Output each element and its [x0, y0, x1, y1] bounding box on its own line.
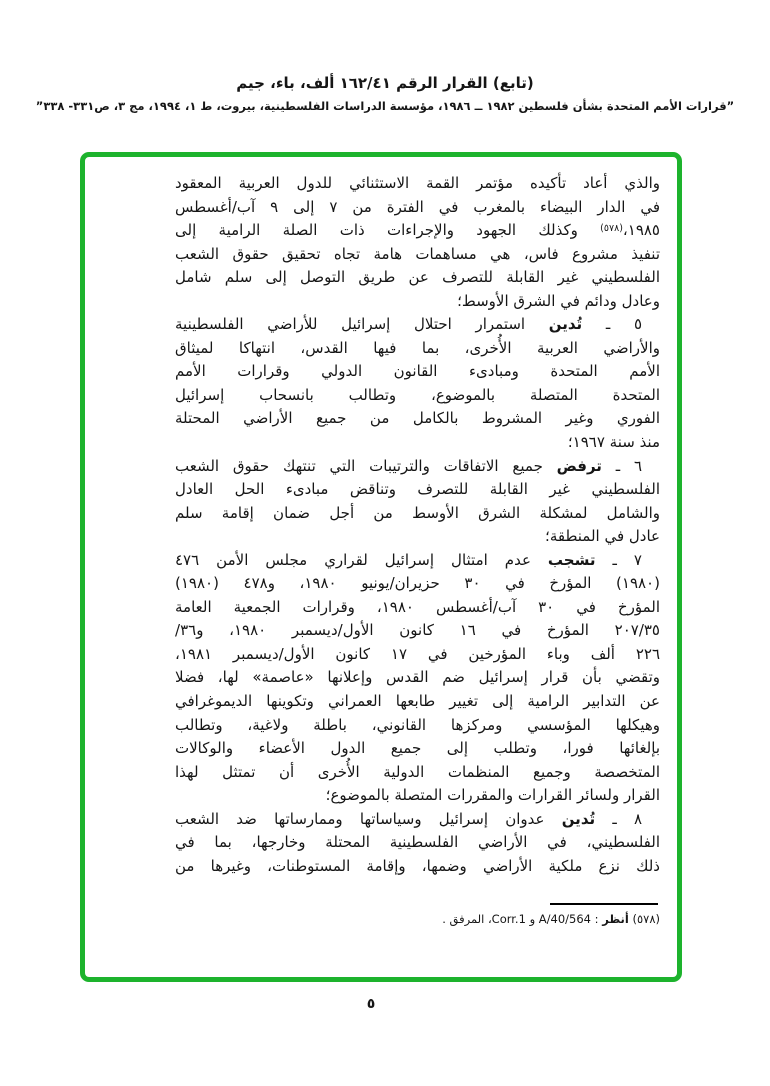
- text-line: [175, 172, 660, 196]
- text-line: [175, 455, 660, 479]
- text-line: [175, 643, 660, 667]
- text-run: ذلك نزع ملكية الأراضي وضمها، وإقامة المستوطنات، وغيرها من: [175, 856, 660, 875]
- text-line: [175, 761, 660, 785]
- resolution-title: (تابع) القرار الرقم ١٦٢/٤١ ألف، باء، جيم: [236, 74, 534, 92]
- text-run: استمرار احتلال إسرائيل للأراضي الفلسطينية: [175, 315, 549, 334]
- text-run: عدم امتثال إسرائيل لقراري مجلس الأمن ٤٧٦: [175, 550, 548, 569]
- text-line: [175, 478, 660, 502]
- text-line: [175, 360, 660, 384]
- text-run: المؤرخ في ٣٠ آب/أغسطس ١٩٨٠، وقرارات الجمعية العامة: [175, 597, 660, 616]
- text-line: [175, 266, 660, 290]
- text-run: المتحدة المتصلة بالموضوع، وتطالب بانسحاب إسرائيل: [175, 385, 660, 404]
- text-run: ٢٢٦ ألف وباء المؤرخين في ١٧ كانون الأول/ديسمبر ١٩٨١،: [175, 644, 660, 663]
- text-run: والشامل لمشكلة الشرق الأوسط من أجل ضمان إقامة سلم: [175, 503, 660, 522]
- text-run: وتقضي بأن قرار إسرائيل ضم القدس وإعلانها «عاصمة» لها، فضلا: [175, 668, 660, 687]
- text-line: [175, 313, 660, 337]
- footnote-ref: (٥٧٨): [600, 223, 623, 235]
- text-run: وكذلك الجهود والإجراءات ذات الصلة الرامية إلى: [175, 221, 601, 240]
- text-run: أنظر: [602, 912, 629, 926]
- text-run: عن التدابير الرامية إلى تغيير طابعها العمراني وتكوينها الديموغرافي: [175, 692, 660, 711]
- resolution-text: [175, 172, 660, 878]
- text-run: جميع الاتفاقات والترتيبات التي تنتهك حقوق الشعب: [175, 456, 557, 475]
- text-run: ٨ ـ: [595, 809, 642, 828]
- page-number: ٥: [366, 996, 376, 1012]
- text-line: [175, 337, 660, 361]
- text-run: بإلغائها فورا، وتطلب إلى جميع الدول الأعضاء والوكالات: [175, 739, 660, 758]
- text-run: تُدين: [548, 315, 583, 334]
- text-line: [175, 666, 660, 690]
- text-line: [175, 714, 660, 738]
- text-run: تشجب: [547, 550, 596, 569]
- text-line: [175, 831, 660, 855]
- text-line: [175, 549, 660, 573]
- text-line: [175, 243, 660, 267]
- text-run: ٥ ـ: [582, 315, 642, 334]
- text-run: والذي أعاد تأكيده مؤتمر القمة الاستثنائي للدول العربية المعقود: [175, 174, 660, 192]
- text-line: [175, 737, 660, 761]
- text-line: [175, 502, 660, 526]
- text-run: وهيكلها المؤسسي ومركزها القانوني، باطلة ولاغية، وتطالب: [175, 715, 660, 734]
- text-run: ٧ ـ: [595, 550, 642, 569]
- text-run: (٥٧٨): [628, 912, 660, 926]
- text-line: [175, 219, 660, 243]
- text-line: [175, 407, 660, 431]
- text-line: [175, 384, 660, 408]
- text-run: تنفيذ مشروع فاس، هي مساهمات هامة تجاه تحقيق حقوق الشعب: [175, 244, 660, 263]
- text-line: [175, 525, 660, 549]
- text-run: ٦ ـ: [601, 456, 642, 475]
- text-line: [175, 690, 660, 714]
- text-line: [175, 431, 660, 455]
- text-run: ٢٠٧/٣٥ المؤرخ في ١٦ كانون الأول/ديسمبر ١٩٨٠، و٣٦/: [175, 621, 660, 640]
- text-run: (١٩٨٠) المؤرخ في ٣٠ حزيران/يونيو ١٩٨٠، و٤٧٨ (١٩٨٠): [175, 574, 660, 593]
- source-citation: ”قرارات الأمم المتحدة بشأن فلسطين ١٩٨٢ ــ ١٩٨٦، مؤسسة الدراسات الفلسطينية، بيروت، ط ١، ١٩٩٤، مج ٣، ص٣٣١- ٣٣٨”: [35, 99, 735, 113]
- text-run: وعادل ودائم في الشرق الأوسط؛: [457, 291, 660, 310]
- page-header: [0, 74, 770, 113]
- text-run: الفلسطيني غير القابلة للتصرف وتناقض مبادىء الحل العادل: [175, 480, 660, 499]
- footnote: [175, 911, 660, 927]
- text-run: والأراضي العربية الأُخرى، بما فيها القدس، انتهاكا لميثاق: [175, 338, 660, 357]
- text-line: [175, 855, 660, 879]
- text-run: القرار ولسائر القرارات والمقررات المتصلة بالموضوع؛: [325, 786, 660, 805]
- text-line: [175, 784, 660, 808]
- text-run: : A/40/564 و Corr.1، المرفق .: [442, 912, 603, 926]
- text-run: تُدين: [561, 809, 596, 828]
- text-run: الفلسطيني، في الأراضي الفلسطينية المحتلة وخارجها، بما في: [175, 833, 660, 852]
- text-run: ١٩٨٥،: [622, 221, 660, 240]
- text-line: [175, 572, 660, 596]
- text-line: [175, 619, 660, 643]
- text-run: الفلسطيني غير القابلة للتصرف عن طريق التوصل إلى سلم شامل: [175, 268, 660, 287]
- footnote-separator: [550, 903, 658, 905]
- text-run: ترفض: [556, 456, 602, 475]
- text-run: الفوري وغير المشروط بالكامل من جميع الأراضي المحتلة: [175, 409, 660, 428]
- text-run: عادل في المنطقة؛: [545, 527, 660, 546]
- text-run: منذ سنة ١٩٦٧؛: [567, 433, 660, 452]
- text-line: [175, 808, 660, 832]
- text-line: [175, 196, 660, 220]
- text-run: في الدار البيضاء بالمغرب في الفترة من ٧ إلى ٩ آب/أغسطس: [175, 197, 660, 216]
- text-run: عدوان إسرائيل وسياساتها وممارساتها ضد الشعب: [175, 809, 562, 828]
- text-run: المتخصصة وجميع المنظمات الدولية الأُخرى أن تمتثل لهذا: [175, 762, 660, 781]
- text-line: [175, 290, 660, 314]
- text-line: [175, 596, 660, 620]
- text-run: الأمم المتحدة ومبادىء القانون الدولي وقرارات الأمم: [175, 362, 660, 381]
